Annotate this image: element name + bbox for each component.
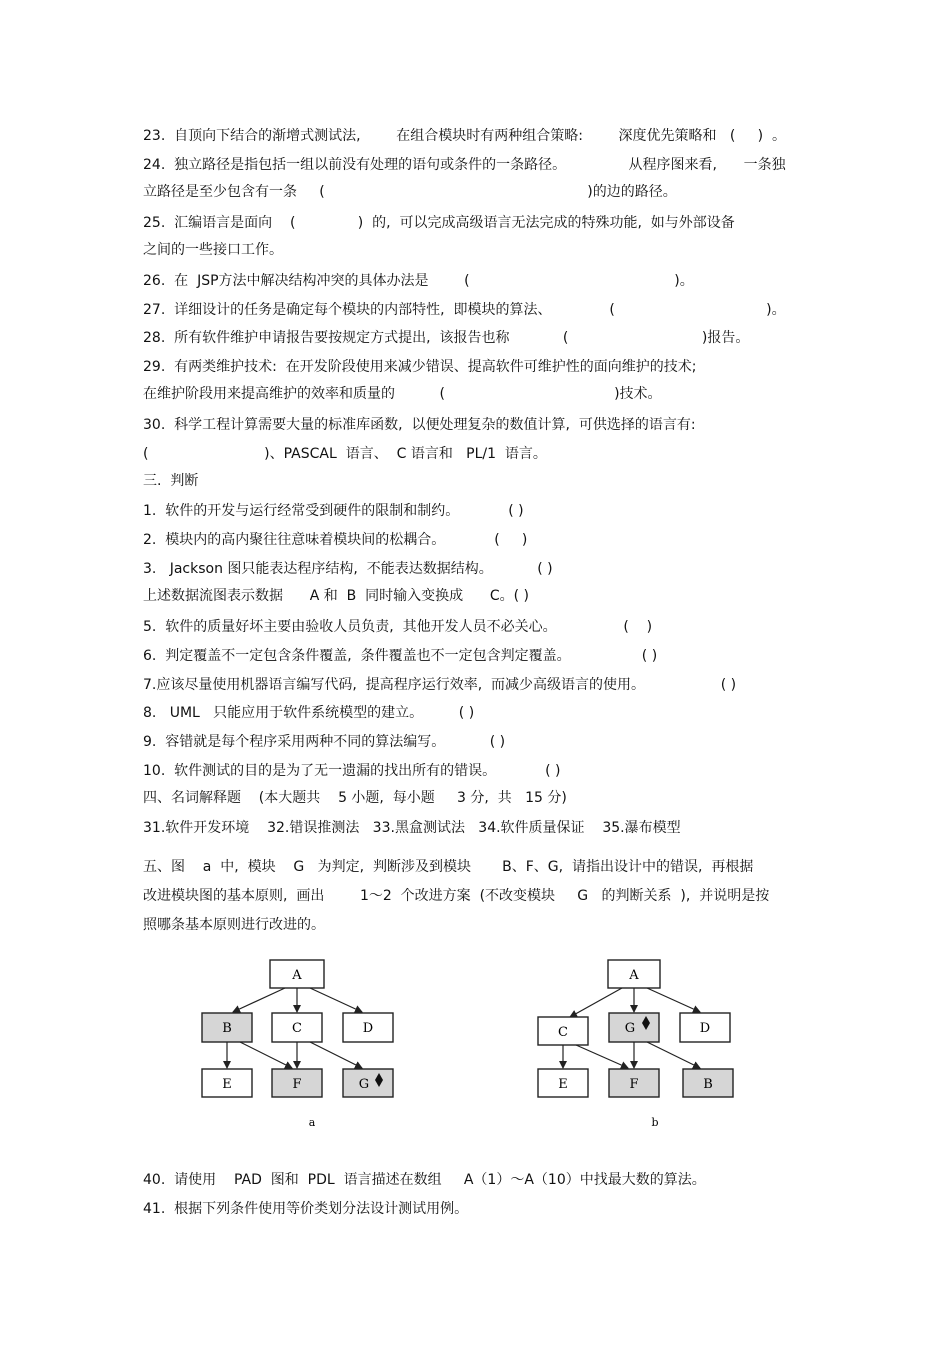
module-b-e-label: E (558, 1077, 568, 1092)
module-b-d-label: D (699, 1021, 711, 1036)
section-5-line-1: 五、图 a 中, 模块 G 为判定, 判断涉及到模块 B、F、G, 请指出设计中的错误, 再根据 (143, 859, 754, 875)
tf-7-line: 7.应该尽量使用机器语言编写代码, 提高程序运行效率, 而减少高级语言的使用。 ( ) (143, 677, 737, 693)
tf-10-line: 10. 软件测试的目的是为了无一遗漏的找出所有的错误。 ( ) (143, 763, 561, 779)
edge-a-a-d (310, 988, 362, 1012)
q30-line-2: ( )、PASCAL 语言、 C 语言和 PL/1 语言。 (143, 446, 547, 462)
module-a-a-label: A (292, 968, 302, 983)
diagram-a (202, 960, 393, 1129)
q29-line-2: 在维护阶段用来提高维护的效率和质量的 ( )技术。 (143, 386, 662, 402)
edge-a-b-f (240, 1042, 292, 1068)
module-b-g-label: G (624, 1021, 636, 1036)
section-5-line-3: 照哪条基本原则进行改进的。 (143, 917, 325, 933)
q28-line: 28. 所有软件维护申请报告要按规定方式提出, 该报告也称 ( )报告。 (143, 330, 750, 346)
module-a-d-label: D (362, 1021, 374, 1036)
tf-1-line: 1. 软件的开发与运行经常受到硬件的限制和制约。 ( ) (143, 503, 524, 519)
edge-b-g-b (647, 1042, 700, 1068)
module-a-f-label: F (292, 1077, 302, 1092)
tf-9-line: 9. 容错就是每个程序采用两种不同的算法编写。 ( ) (143, 734, 506, 750)
module-b-f-label: F (629, 1077, 639, 1092)
section-5-line-2: 改进模块图的基本原则, 画出 1～2 个改进方案 (不改变模块 G 的判断关系 ), 并说明是按 (143, 888, 770, 904)
tf-3-line: 3. Jackson 图只能表达程序结构, 不能表达数据结构。 ( ) (143, 561, 553, 577)
terms-line: 31.软件开发环境 32.错误推测法 33.黑盒测试法 34.软件质量保证 35.瀑布模型 (143, 820, 681, 836)
q29-line-1: 29. 有两类维护技术: 在开发阶段使用来减少错误、提高软件可维护性的面向维护的技术; (143, 359, 697, 375)
module-a-c-label: C (292, 1021, 302, 1036)
section-3-heading: 三. 判断 (143, 473, 199, 489)
module-b-b-label: B (703, 1077, 713, 1092)
edge-a-a-b (233, 988, 285, 1012)
q26-line: 26. 在 JSP方法中解决结构冲突的具体办法是 ( )。 (143, 273, 694, 289)
q23-line: 23. 自顶向下结合的渐增式测试法, 在组合模块时有两种组合策略: 深度优先策略和 ( ) 。 (143, 128, 786, 144)
q30-line-1: 30. 科学工程计算需要大量的标准库函数, 以便处理复杂的数值计算, 可供选择的语言有: (143, 417, 696, 433)
module-b-a-label: A (629, 968, 639, 983)
diagram-a-caption: a (308, 1116, 316, 1129)
tf-8-line: 8. UML 只能应用于软件系统模型的建立。 ( ) (143, 705, 475, 721)
edge-a-c-g (310, 1042, 362, 1068)
diagram-b-caption: b (651, 1116, 659, 1129)
module-b-c-label: C (558, 1025, 568, 1040)
tf-4-line: 上述数据流图表示数据 A 和 B 同时输入变换成 C。( ) (143, 588, 529, 604)
tf-6-line: 6. 判定覆盖不一定包含条件覆盖, 条件覆盖也不一定包含判定覆盖。 ( ) (143, 648, 658, 664)
module-a-b-label: B (222, 1021, 232, 1036)
diagram-b (538, 960, 733, 1129)
edge-b-c-f (576, 1045, 628, 1068)
q25-line-2: 之间的一些接口工作。 (143, 242, 283, 258)
q40-line: 40. 请使用 PAD 图和 PDL 语言描述在数组 A（1）～A（10）中找最大数的算法。 (143, 1172, 706, 1188)
edge-b-a-d (647, 988, 700, 1012)
tf-5-line: 5. 软件的质量好坏主要由验收人员负责, 其他开发人员不必关心。 ( ) (143, 619, 653, 635)
q25-line-1: 25. 汇编语言是面向 ( ) 的, 可以完成高级语言无法完成的特殊功能, 如与外部设备 (143, 215, 735, 231)
q24-line-2: 立路径是至少包含有一条 ( )的边的路径。 (143, 184, 677, 200)
tf-2-line: 2. 模块内的高内聚往往意味着模块间的松耦合。 ( ) (143, 532, 528, 548)
q24-line-1: 24. 独立路径是指包括一组以前没有处理的语句或条件的一条路径。 从程序图来看, 一条独 (143, 157, 786, 173)
module-a-g-label: G (358, 1077, 370, 1092)
q27-line: 27. 详细设计的任务是确定每个模块的内部特性, 即模块的算法、 ( )。 (143, 302, 786, 318)
q41-line: 41. 根据下列条件使用等价类划分法设计测试用例。 (143, 1201, 469, 1217)
module-diagrams (0, 945, 950, 1145)
module-a-e-label: E (222, 1077, 232, 1092)
section-4-heading: 四、名词解释题 (本大题共 5 小题, 每小题 3 分, 共 15 分) (143, 790, 567, 806)
